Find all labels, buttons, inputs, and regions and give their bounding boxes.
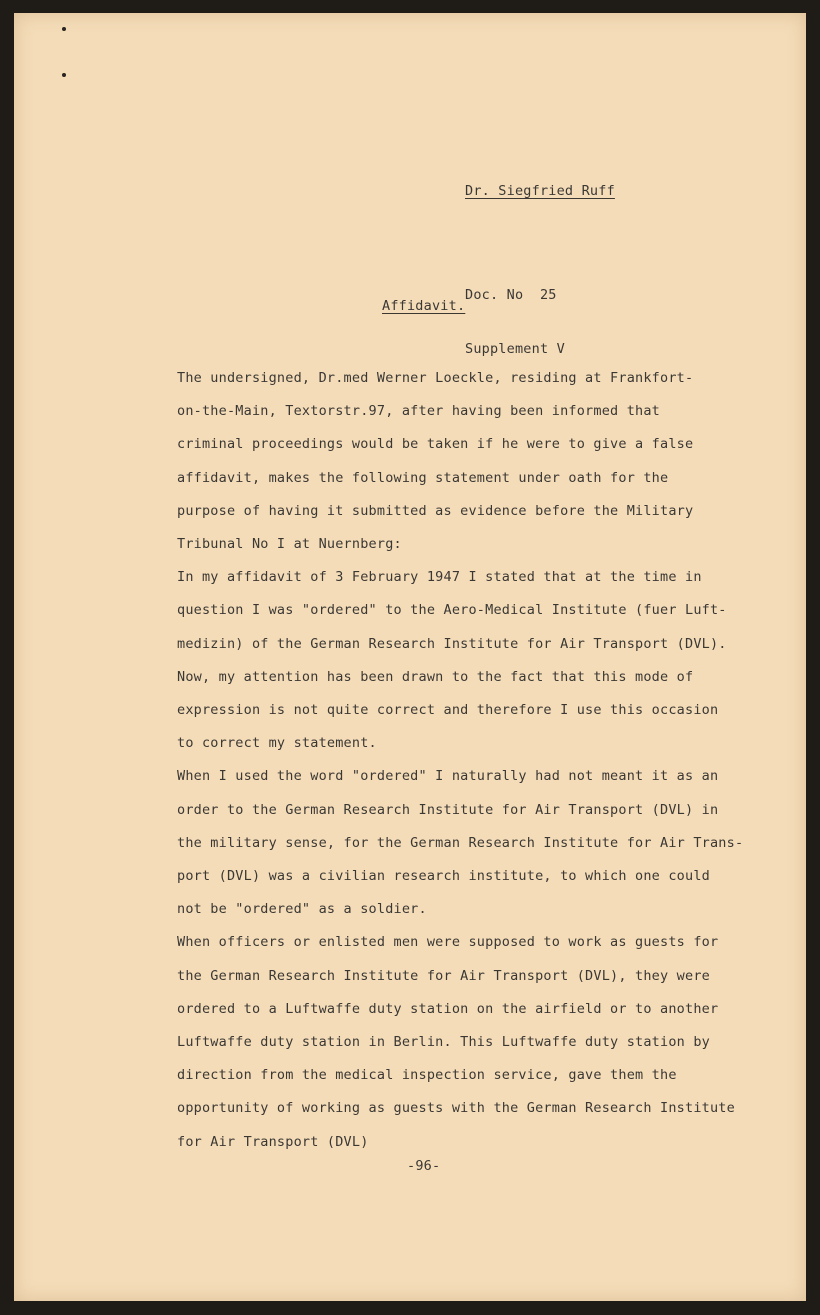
body-line: direction from the medical inspection service, gave them the — [177, 1067, 677, 1084]
body-line: on-the-Main, Textorstr.97, after having been informed that — [177, 403, 661, 420]
page-number: -96- — [407, 1158, 441, 1174]
affidavit-body — [177, 362, 743, 1159]
body-line: criminal proceedings would be taken if he were to give a false — [177, 436, 694, 453]
document-number: Doc. No 25 — [465, 287, 557, 303]
body-line: When I used the word "ordered" I naturally had not meant it as an — [177, 768, 719, 785]
body-line: the German Research Institute for Air Transport (DVL), they were — [177, 967, 710, 984]
body-line: for Air Transport (DVL) — [177, 1133, 369, 1150]
body-line: purpose of having it submitted as evidence before the Military — [177, 502, 694, 519]
body-line: not be "ordered" as a soldier. — [177, 901, 427, 918]
body-line: question I was "ordered" to the Aero-Medical Institute (fuer Luft- — [177, 602, 727, 619]
document-title: Affidavit. — [382, 298, 466, 314]
body-line: to correct my statement. — [177, 735, 377, 752]
body-line: Tribunal No I at Nuernberg: — [177, 536, 402, 553]
body-line: order to the German Research Institute for Air Transport (DVL) in — [177, 801, 719, 818]
body-line: port (DVL) was a civilian research institute, to which one could — [177, 868, 710, 885]
body-line: ordered to a Luftwaffe duty station on the airfield or to another — [177, 1000, 719, 1017]
body-line: the military sense, for the German Research Institute for Air Trans- — [177, 834, 744, 851]
punch-mark — [62, 27, 66, 31]
body-line: When officers or enlisted men were supposed to work as guests for — [177, 934, 719, 951]
defendant-name: Dr. Siegfried Ruff — [465, 183, 615, 199]
body-line: affidavit, makes the following statement under oath for the — [177, 469, 669, 486]
body-line: opportunity of working as guests with the German Research Institute — [177, 1100, 735, 1117]
body-line: In my affidavit of 3 February 1947 I stated that at the time in — [177, 569, 702, 586]
body-line: expression is not quite correct and therefore I use this occasion — [177, 702, 719, 719]
body-line: Now, my attention has been drawn to the fact that this mode of — [177, 668, 694, 685]
body-line: The undersigned, Dr.med Werner Loeckle, residing at Frankfort- — [177, 370, 694, 386]
body-line: Luftwaffe duty station in Berlin. This Luftwaffe duty station by — [177, 1034, 710, 1051]
body-line: medizin) of the German Research Institute for Air Transport (DVL). — [177, 635, 727, 652]
punch-mark — [62, 73, 66, 77]
supplement-label: Supplement V — [465, 341, 565, 357]
document-header — [465, 146, 615, 394]
document-page — [14, 13, 806, 1301]
